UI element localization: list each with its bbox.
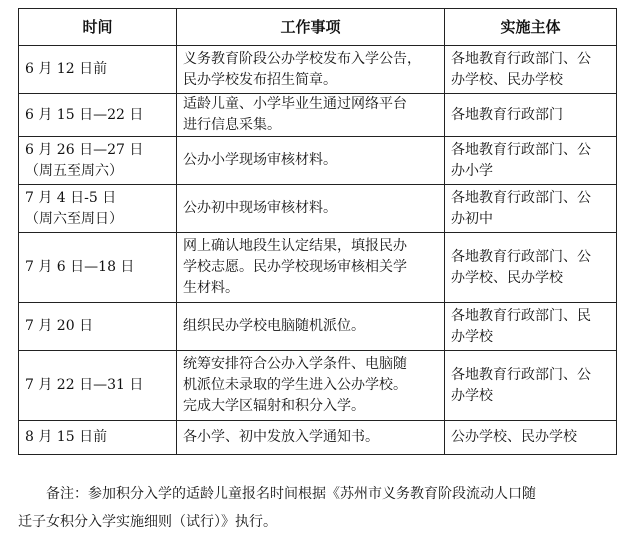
header-actor: 实施主体 bbox=[445, 9, 617, 46]
cell-line: 各地教育行政部门、公 bbox=[451, 248, 591, 265]
cell-time bbox=[19, 303, 177, 351]
cell-line: 机派位未录取的学生进入公办学校。 bbox=[183, 377, 407, 393]
cell-time bbox=[19, 185, 177, 233]
cell-line: 生材料。 bbox=[183, 280, 239, 296]
cell-line: 各地教育行政部门、公 bbox=[451, 50, 591, 67]
cell-line: 进行信息采集。 bbox=[183, 117, 281, 133]
cell-actor bbox=[445, 137, 617, 185]
table-row bbox=[19, 421, 617, 455]
cell-line: 6 月 15 日—22 日 bbox=[25, 106, 144, 123]
cell-task bbox=[177, 137, 445, 185]
cell-line: 各地教育行政部门、公 bbox=[451, 366, 591, 383]
cell-actor bbox=[445, 303, 617, 351]
cell-line: （周六至周日） bbox=[25, 210, 123, 227]
cell-line: 学校志愿。民办学校现场审核相关学 bbox=[183, 259, 407, 275]
cell-task bbox=[177, 421, 445, 455]
cell-line: 义务教育阶段公办学校发布入学公告， bbox=[183, 50, 421, 67]
cell-line: 6 月 26 日—27 日 bbox=[25, 141, 144, 158]
cell-task bbox=[177, 233, 445, 303]
table-row bbox=[19, 185, 617, 233]
table-row bbox=[19, 303, 617, 351]
table-row bbox=[19, 137, 617, 185]
cell-actor bbox=[445, 185, 617, 233]
cell-task bbox=[177, 303, 445, 351]
table-row bbox=[19, 46, 617, 94]
cell-line: 适龄儿童、小学毕业生通过网络平台 bbox=[183, 96, 407, 112]
cell-line: 网上确认地段生认定结果，填报民办 bbox=[183, 238, 407, 254]
header-row bbox=[19, 9, 617, 46]
cell-line: 7 月 6 日—18 日 bbox=[25, 259, 135, 275]
cell-line: 各地教育行政部门 bbox=[451, 106, 563, 123]
footnote-line-1: 备注：参加积分入学的适龄儿童报名时间根据《苏州市义务教育阶段流动人口随 bbox=[46, 486, 536, 502]
cell-line: 7 月 20 日 bbox=[25, 318, 94, 334]
cell-actor bbox=[445, 421, 617, 455]
cell-line: 办学校 bbox=[451, 328, 493, 345]
cell-time bbox=[19, 46, 177, 94]
cell-line: 各小学、初中发放入学通知书。 bbox=[183, 429, 379, 445]
cell-line: 办学校 bbox=[451, 387, 493, 404]
cell-line: 办初中 bbox=[451, 210, 493, 227]
cell-line: 各地教育行政部门、公 bbox=[451, 141, 591, 158]
cell-task bbox=[177, 351, 445, 421]
footnote bbox=[18, 480, 618, 536]
cell-line: 办小学 bbox=[451, 162, 493, 179]
cell-line: 各地教育行政部门、民 bbox=[451, 307, 591, 324]
cell-line: 公办学校、民办学校 bbox=[451, 429, 577, 445]
cell-line: 办学校、民办学校 bbox=[451, 71, 563, 88]
cell-line: 完成大学区辐射和积分入学。 bbox=[183, 398, 365, 414]
table-row bbox=[19, 351, 617, 421]
cell-line: 公办小学现场审核材料。 bbox=[183, 152, 337, 168]
cell-actor bbox=[445, 94, 617, 137]
cell-line: 各地教育行政部门、公 bbox=[451, 189, 591, 206]
cell-line: 7 月 4 日-5 日 bbox=[25, 189, 117, 206]
cell-time bbox=[19, 94, 177, 137]
footnote-line-2: 迁子女积分入学实施细则（试行）》执行。 bbox=[18, 514, 277, 530]
cell-actor bbox=[445, 46, 617, 94]
cell-line: 统筹安排符合公办入学条件、电脑随 bbox=[183, 356, 407, 372]
cell-task bbox=[177, 46, 445, 94]
table-row bbox=[19, 94, 617, 137]
cell-line: 办学校、民办学校 bbox=[451, 269, 563, 286]
table-row bbox=[19, 233, 617, 303]
schedule-table bbox=[18, 8, 617, 455]
cell-line: （周五至周六） bbox=[25, 162, 123, 179]
cell-task bbox=[177, 94, 445, 137]
header-task: 工作事项 bbox=[177, 9, 445, 46]
cell-line: 7 月 22 日—31 日 bbox=[25, 377, 144, 393]
cell-actor bbox=[445, 233, 617, 303]
cell-task bbox=[177, 185, 445, 233]
cell-line: 8 月 15 日前 bbox=[25, 429, 108, 445]
header-time: 时间 bbox=[19, 9, 177, 46]
cell-line: 组织民办学校电脑随机派位。 bbox=[183, 318, 365, 334]
cell-line: 公办初中现场审核材料。 bbox=[183, 200, 337, 216]
cell-actor bbox=[445, 351, 617, 421]
cell-time bbox=[19, 233, 177, 303]
cell-time bbox=[19, 137, 177, 185]
cell-line: 民办学校发布招生简章。 bbox=[183, 71, 337, 88]
cell-line: 6 月 12 日前 bbox=[25, 61, 108, 77]
cell-time bbox=[19, 421, 177, 455]
cell-time bbox=[19, 351, 177, 421]
